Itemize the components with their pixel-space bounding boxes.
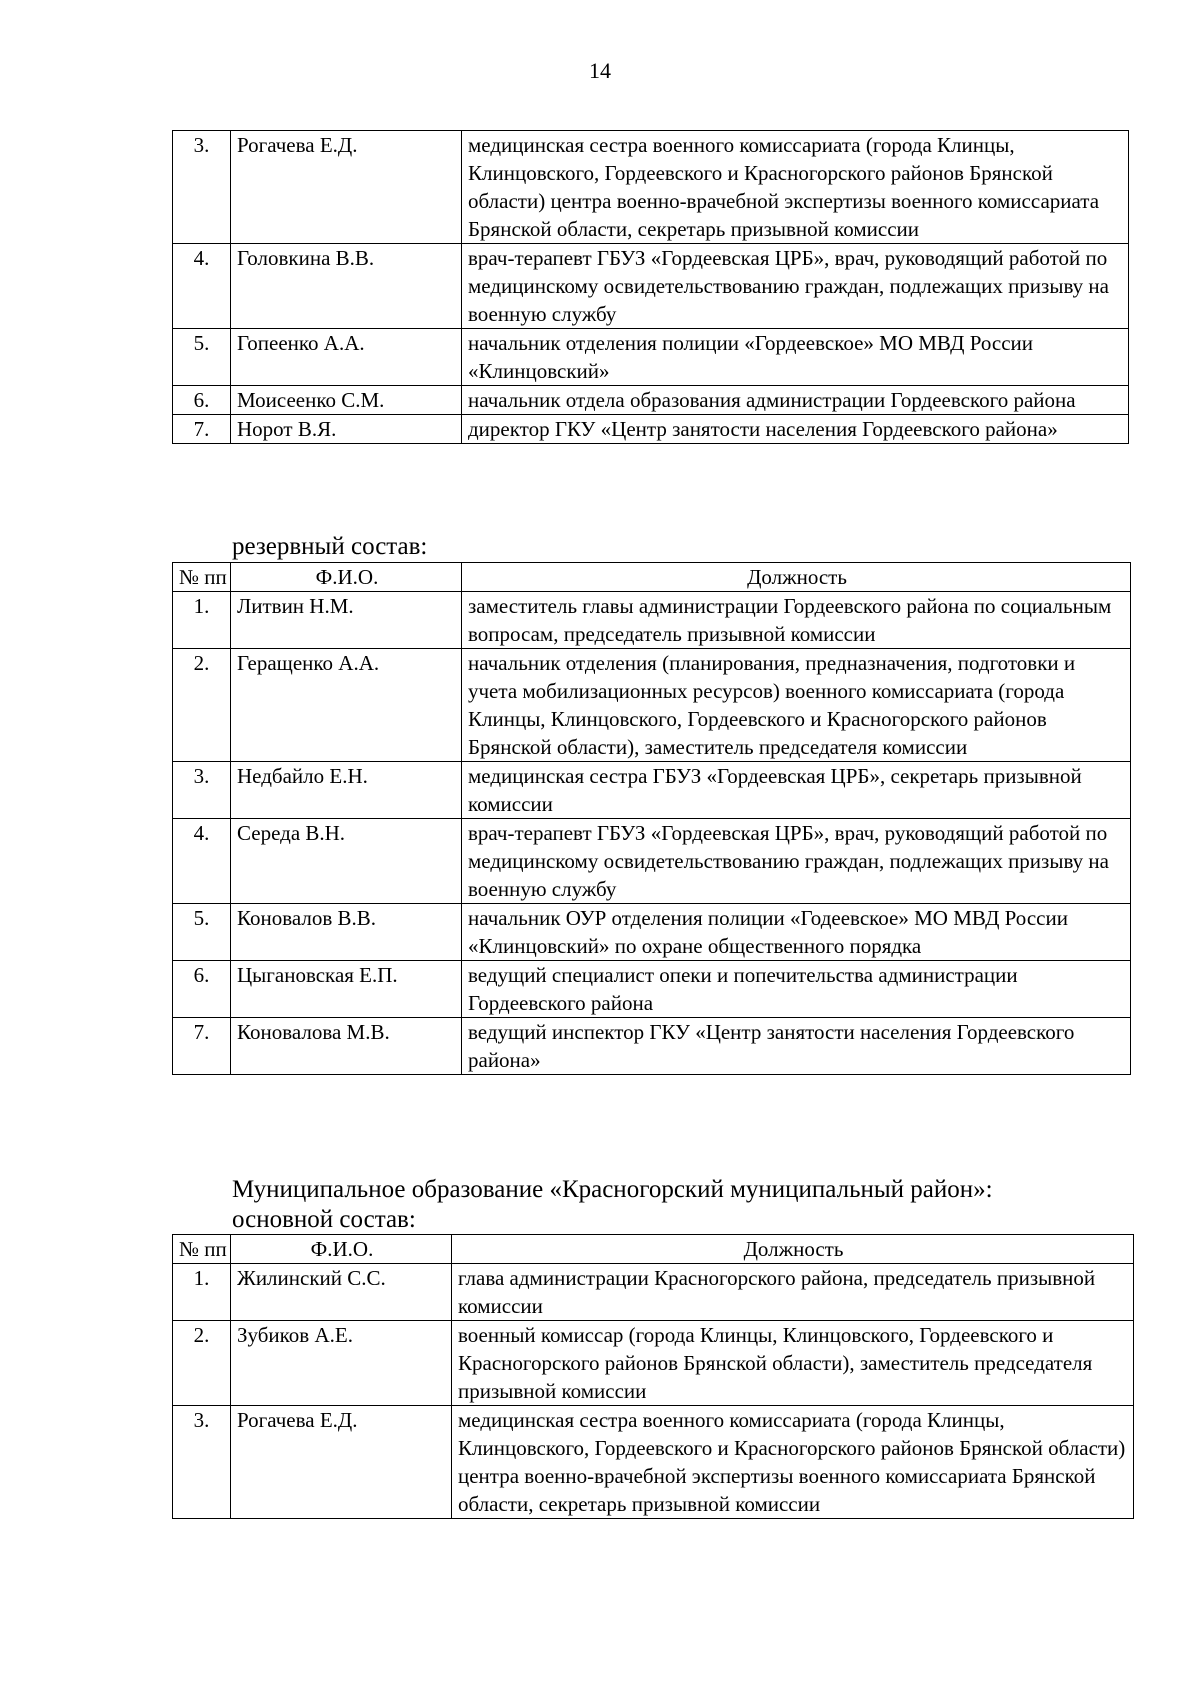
- main-composition-caption: основной состав:: [232, 1206, 416, 1233]
- member-name: Коновалова М.В.: [231, 1018, 462, 1075]
- member-name: Коновалов В.В.: [231, 904, 462, 961]
- member-position: начальник ОУР отделения полиции «Годеевское» МО МВД России «Клинцовский» по охране общественного порядка: [462, 904, 1131, 961]
- member-name: Жилинский С.С.: [231, 1264, 452, 1321]
- commission-table-reserve-gordeevsky: [172, 562, 1131, 1075]
- member-name: Рогачева Е.Д.: [231, 131, 462, 244]
- table-row: [173, 386, 1129, 415]
- commission-table-main-gordeevsky: [172, 130, 1129, 444]
- member-position: медицинская сестра ГБУЗ «Гордеевская ЦРБ», секретарь призывной комиссии: [462, 762, 1131, 819]
- member-name: Норот В.Я.: [231, 415, 462, 444]
- table-row: [173, 1321, 1134, 1406]
- header-number: № пп: [173, 563, 231, 592]
- table-header-row: [173, 563, 1131, 592]
- row-number: 3.: [173, 762, 231, 819]
- member-position: военный комиссар (города Клинцы, Клинцовского, Гордеевского и Красногорского районов Брянской области), заместитель председателя призывной комиссии: [452, 1321, 1134, 1406]
- member-name: Цыгановская Е.П.: [231, 961, 462, 1018]
- header-number: № пп: [173, 1235, 231, 1264]
- table-row: [173, 592, 1131, 649]
- header-position: Должность: [462, 563, 1131, 592]
- member-name: Рогачева Е.Д.: [231, 1406, 452, 1519]
- table-row: [173, 244, 1129, 329]
- table-row: [173, 819, 1131, 904]
- row-number: 4.: [173, 819, 231, 904]
- header-name: Ф.И.О.: [231, 563, 462, 592]
- row-number: 7.: [173, 415, 231, 444]
- member-position: медицинская сестра военного комиссариата (города Клинцы, Клинцовского, Гордеевского и Красногорского районов Брянской области) центра военно-врачебной экспертизы военного комиссариата Брянской области, секретарь призывной комиссии: [452, 1406, 1134, 1519]
- row-number: 1.: [173, 1264, 231, 1321]
- member-name: Моисеенко С.М.: [231, 386, 462, 415]
- member-position: медицинская сестра военного комиссариата (города Клинцы, Клинцовского, Гордеевского и Красногорского районов Брянской области) центра военно-врачебной экспертизы военного комиссариата Брянской области, секретарь призывной комиссии: [462, 131, 1129, 244]
- table-row: [173, 904, 1131, 961]
- table-row: [173, 1018, 1131, 1075]
- table-row: [173, 1264, 1134, 1321]
- table-row: [173, 649, 1131, 762]
- member-name: Недбайло Е.Н.: [231, 762, 462, 819]
- member-position: начальник отделения (планирования, предназначения, подготовки и учета мобилизационных ресурсов) военного комиссариата (города Клинцы, Клинцовского, Гордеевского и Красногорского районов Брянской области), заместитель председателя комиссии: [462, 649, 1131, 762]
- row-number: 1.: [173, 592, 231, 649]
- row-number: 4.: [173, 244, 231, 329]
- table-row: [173, 415, 1129, 444]
- member-position: врач-терапевт ГБУЗ «Гордеевская ЦРБ», врач, руководящий работой по медицинскому освидетельствованию граждан, подлежащих призыву на военную службу: [462, 244, 1129, 329]
- member-position: врач-терапевт ГБУЗ «Гордеевская ЦРБ», врач, руководящий работой по медицинскому освидетельствованию граждан, подлежащих призыву на военную службу: [462, 819, 1131, 904]
- row-number: 3.: [173, 1406, 231, 1519]
- member-position: глава администрации Красногорского района, председатель призывной комиссии: [452, 1264, 1134, 1321]
- member-name: Геращенко А.А.: [231, 649, 462, 762]
- row-number: 2.: [173, 649, 231, 762]
- table-row: [173, 1406, 1134, 1519]
- reserve-caption: резервный состав:: [232, 533, 428, 560]
- member-name: Середа В.Н.: [231, 819, 462, 904]
- member-position: ведущий специалист опеки и попечительства администрации Гордеевского района: [462, 961, 1131, 1018]
- page-number: 14: [589, 58, 611, 83]
- member-name: Литвин Н.М.: [231, 592, 462, 649]
- member-name: Гопеенко А.А.: [231, 329, 462, 386]
- row-number: 2.: [173, 1321, 231, 1406]
- row-number: 3.: [173, 131, 231, 244]
- row-number: 6.: [173, 386, 231, 415]
- municipality-caption: Муниципальное образование «Красногорский муниципальный район»:: [232, 1176, 993, 1203]
- table-row: [173, 131, 1129, 244]
- table-row: [173, 329, 1129, 386]
- header-position: Должность: [452, 1235, 1134, 1264]
- row-number: 7.: [173, 1018, 231, 1075]
- member-position: заместитель главы администрации Гордеевского района по социальным вопросам, председатель призывной комиссии: [462, 592, 1131, 649]
- member-name: Головкина В.В.: [231, 244, 462, 329]
- row-number: 5.: [173, 904, 231, 961]
- member-position: ведущий инспектор ГКУ «Центр занятости населения Гордеевского района»: [462, 1018, 1131, 1075]
- commission-table-main-krasnogorsky: [172, 1234, 1134, 1519]
- table-row: [173, 762, 1131, 819]
- row-number: 6.: [173, 961, 231, 1018]
- table-row: [173, 961, 1131, 1018]
- member-position: начальник отдела образования администрации Гордеевского района: [462, 386, 1129, 415]
- member-position: директор ГКУ «Центр занятости населения Гордеевского района»: [462, 415, 1129, 444]
- header-name: Ф.И.О.: [231, 1235, 452, 1264]
- row-number: 5.: [173, 329, 231, 386]
- member-name: Зубиков А.Е.: [231, 1321, 452, 1406]
- table-header-row: [173, 1235, 1134, 1264]
- member-position: начальник отделения полиции «Гордеевское» МО МВД России «Клинцовский»: [462, 329, 1129, 386]
